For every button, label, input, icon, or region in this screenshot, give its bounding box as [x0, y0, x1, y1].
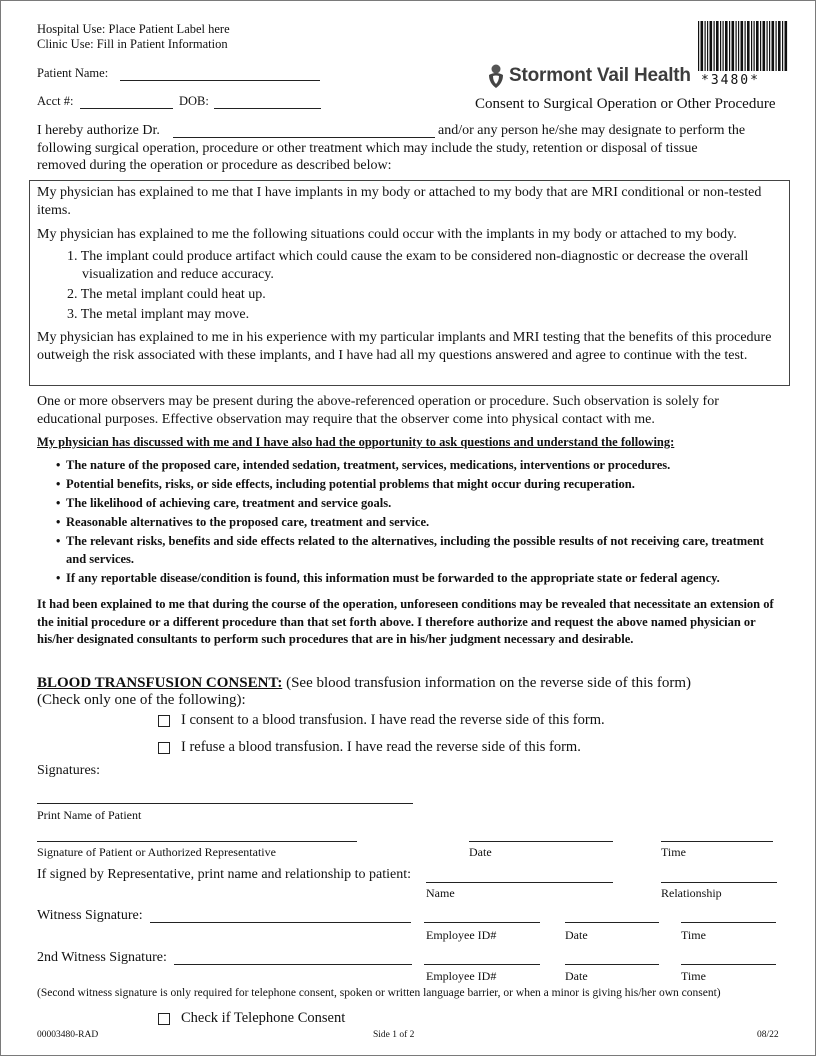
authorize-prefix: I hereby authorize Dr.: [37, 123, 160, 138]
employee-id-label: Employee ID#: [426, 928, 497, 942]
signatures-label: Signatures:: [37, 763, 100, 778]
mri-item-3: 3. The metal implant may move.: [67, 307, 250, 322]
witness-signature-field[interactable]: [150, 922, 411, 923]
date-label: Date: [469, 845, 492, 859]
logo-text: Stormont Vail Health: [509, 65, 691, 86]
name-label: Name: [426, 886, 455, 900]
time-label: Time: [681, 928, 706, 942]
page-side: Side 1 of 2: [373, 1030, 415, 1040]
time-label: Time: [661, 845, 686, 859]
mri-item-2: 2. The metal implant could heat up.: [67, 287, 266, 302]
relationship-field[interactable]: [661, 882, 777, 883]
witness-date-field[interactable]: [565, 922, 659, 923]
representative-name-field[interactable]: [426, 882, 613, 883]
time-label: Time: [681, 969, 706, 983]
dob-field[interactable]: [214, 108, 321, 109]
telephone-consent-checkbox[interactable]: [158, 1013, 170, 1025]
clinic-use-note: Clinic Use: Fill in Patient Information: [37, 37, 228, 51]
transfusion-note: (See blood transfusion information on the reverse side of this form): [286, 675, 691, 691]
second-witness-employee-id-field[interactable]: [424, 964, 540, 965]
consent-transfusion-label: I consent to a blood transfusion. I have read the reverse side of this form.: [181, 712, 605, 728]
form-title: Consent to Surgical Operation or Other Procedure: [475, 96, 776, 112]
second-witness-time-field[interactable]: [681, 964, 776, 965]
patient-name-label: Patient Name:: [37, 66, 109, 80]
witness-label: Witness Signature:: [37, 908, 143, 923]
authorize-suffix: and/or any person he/she may designate to perform the: [438, 123, 746, 138]
bullet-item: • If any reportable disease/condition is found, this information must be forwarded to the appropriate state or federal agency.: [56, 571, 720, 585]
doctor-name-field[interactable]: [173, 137, 435, 138]
employee-id-label: Employee ID#: [426, 969, 497, 983]
print-name-label: Print Name of Patient: [37, 808, 142, 822]
mri-item-1: 1. The implant could produce artifact which could cause the exam to be considered non-diagnostic or decrease the overall visualization and reduce accuracy.: [67, 249, 749, 282]
hospital-use-note: Hospital Use: Place Patient Label here: [37, 22, 230, 36]
discussion-heading: My physician has discussed with me and I have also had the opportunity to ask questions and understand the following:: [37, 435, 675, 449]
witness-time-field[interactable]: [681, 922, 776, 923]
logo-mark-icon: [487, 63, 505, 89]
bullet-item: • The nature of the proposed care, intended sedation, treatment, services, medications, interventions or procedures.: [56, 458, 671, 472]
mri-para-3: My physician has explained to me in his experience with my particular implants and MRI testing that the benefits of this procedure outweigh the risk associated with these implants, and I have had all my questions answered and agree to continue with the test.: [37, 330, 772, 363]
barcode-image: [698, 21, 788, 71]
transfusion-heading: BLOOD TRANSFUSION CONSENT:: [37, 675, 283, 691]
relationship-label: Relationship: [661, 886, 722, 900]
patient-name-field[interactable]: [120, 80, 320, 81]
unforeseen-paragraph: It had been explained to me that during the course of the operation, unforeseen conditions may be revealed that necessitate an extension of the initial procedure or a different procedure than that set forth above. I therefore authorize and request the above named physician or his/her designated consultants to perform such procedures that are in his/her judgment necessary and desirable.: [37, 597, 774, 646]
authorize-line-2: following surgical operation, procedure or other treatment which may include the study, retention or disposal of tissue: [37, 141, 698, 156]
transfusion-header: [37, 675, 691, 692]
date-label: Date: [565, 928, 588, 942]
barcode-number: *3480*: [701, 73, 760, 88]
consent-transfusion-checkbox[interactable]: [158, 715, 170, 727]
mri-para-2: My physician has explained to me the following situations could occur with the implants in my body or attached to my body.: [37, 227, 737, 242]
bullet-item: • Potential benefits, risks, or side effects, including potential problems that might occur during recuperation.: [56, 477, 635, 491]
form-number: 00003480-RAD: [37, 1030, 99, 1040]
form-date: 08/22: [757, 1030, 779, 1040]
patient-signature-field[interactable]: [37, 841, 357, 842]
representative-instruction: If signed by Representative, print name and relationship to patient:: [37, 867, 412, 882]
bullet-item: • The likelihood of achieving care, treatment and service goals.: [56, 496, 392, 510]
observers-paragraph: One or more observers may be present during the above-referenced operation or procedure. Such observation is solely for educational purposes. Effective observation may require that the observer come into physical contact with me.: [37, 394, 719, 427]
dob-label: DOB:: [179, 94, 209, 108]
telephone-consent-label: Check if Telephone Consent: [181, 1010, 346, 1026]
refuse-transfusion-checkbox[interactable]: [158, 742, 170, 754]
patient-time-field[interactable]: [661, 841, 773, 842]
mri-para-1: My physician has explained to me that I have implants in my body or attached to my body that are MRI conditional or non-tested items.: [37, 185, 762, 218]
stormont-vail-logo: [487, 63, 691, 89]
bullet-item: • Reasonable alternatives to the proposed care, treatment and service.: [56, 515, 430, 529]
refuse-transfusion-label: I refuse a blood transfusion. I have read the reverse side of this form.: [181, 739, 581, 755]
date-label: Date: [565, 969, 588, 983]
second-witness-date-field[interactable]: [565, 964, 659, 965]
bullet-item: • The relevant risks, benefits and side effects related to the alternatives, including the possible results of not receiving care, treatment and services.: [56, 534, 764, 566]
second-witness-note: (Second witness signature is only required for telephone consent, spoken or written language barrier, or when a minor is giving his/her own consent): [37, 987, 721, 999]
authorize-line-3: removed during the operation or procedure as described below:: [37, 158, 392, 173]
witness-employee-id-field[interactable]: [424, 922, 540, 923]
patient-signature-label: Signature of Patient or Authorized Representative: [37, 845, 276, 859]
acct-label: Acct #:: [37, 94, 74, 108]
second-witness-label: 2nd Witness Signature:: [37, 950, 167, 965]
patient-date-field[interactable]: [469, 841, 613, 842]
print-name-field[interactable]: [37, 803, 413, 804]
second-witness-signature-field[interactable]: [174, 964, 412, 965]
transfusion-instruction: (Check only one of the following):: [37, 692, 246, 708]
acct-field[interactable]: [80, 108, 173, 109]
